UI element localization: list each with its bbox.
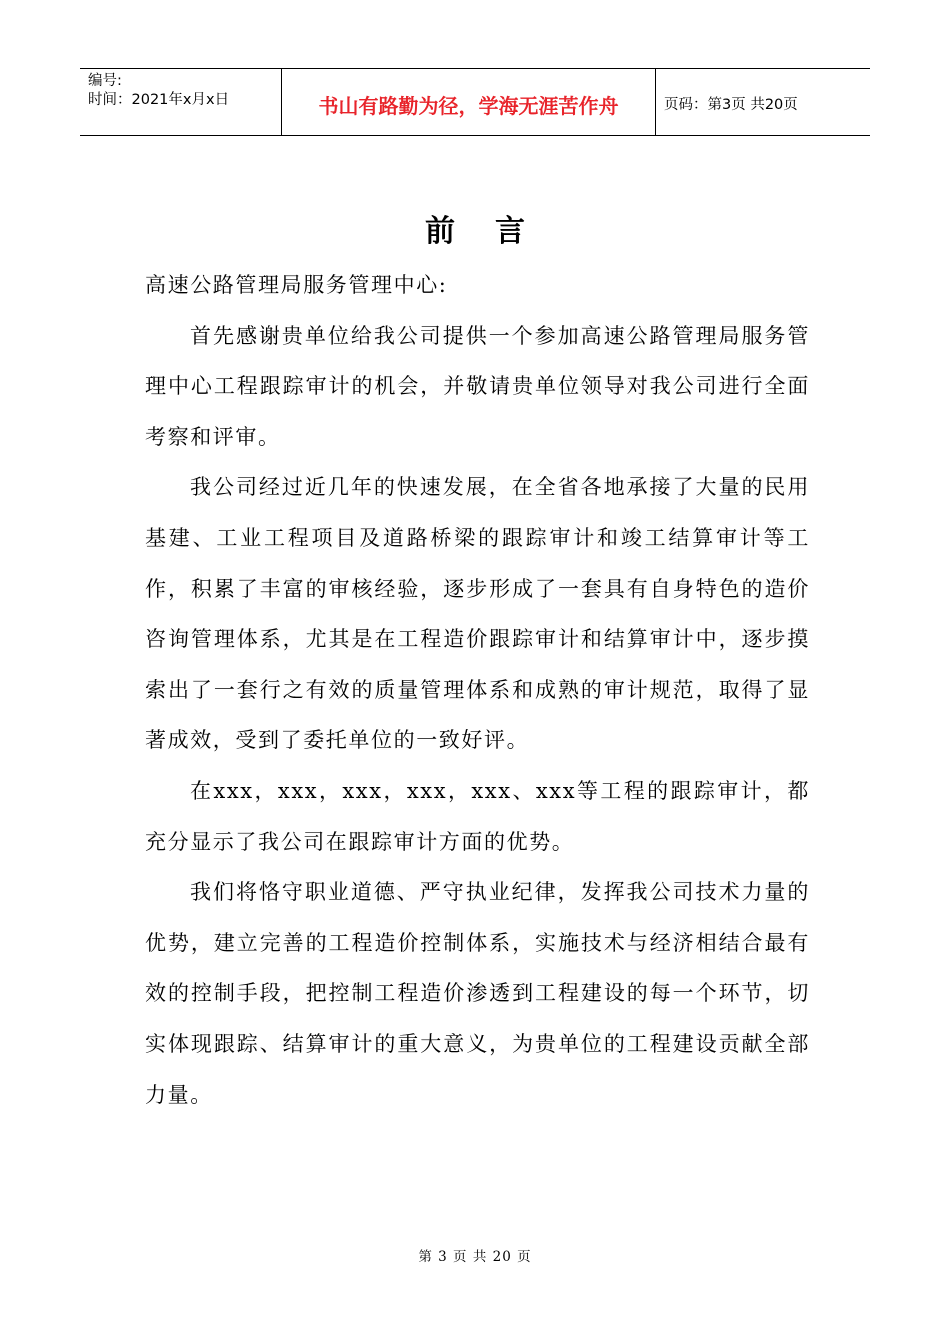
- paragraph-2: 我公司经过近几年的快速发展，在全省各地承接了大量的民用基建、工业工程项目及道路桥梁的跟踪审计和竣工结算审计等工作，积累了丰富的审核经验，逐步形成了一套具有自身特色的造价咨询管理体系，尤其是在工程造价跟踪审计和结算审计中，逐步摸索出了一套行之有效的质量管理体系和成熟的审计规范，取得了显著成效，受到了委托单位的一致好评。: [145, 475, 810, 753]
- page-footer: 第 3 页 共 20 页: [418, 1249, 532, 1265]
- addressee: 高速公路管理局服务管理中心:: [145, 273, 448, 297]
- document-number-label: 编号:: [88, 73, 122, 89]
- document-time-label: 时间：2021年x月x日: [88, 92, 230, 108]
- document-body: [145, 260, 810, 1120]
- header-page-info: 页码：第3页 共20页: [664, 96, 798, 113]
- header-motto: 书山有路勤为径，学海无涯苦作舟: [282, 69, 656, 135]
- paragraph-3: 在xxx，xxx，xxx，xxx，xxx、xxx等工程的跟踪审计，都充分显示了我公司在跟踪审计方面的优势。: [145, 778, 810, 854]
- header-meta: [80, 69, 282, 135]
- page-header: [80, 68, 870, 136]
- paragraph-4: 我们将恪守职业道德、严守执业纪律，发挥我公司技术力量的优势，建立完善的工程造价控制体系，实施技术与经济相结合最有效的控制手段，把控制工程造价渗透到工程建设的每一个环节，切实体现跟踪、结算审计的重大意义，为贵单位的工程建设贡献全部力量。: [145, 880, 810, 1107]
- paragraph-1: 首先感谢贵单位给我公司提供一个参加高速公路管理局服务管理中心工程跟踪审计的机会，并敬请贵单位领导对我公司进行全面考察和评审。: [145, 323, 810, 449]
- page-title: 前言: [425, 214, 565, 249]
